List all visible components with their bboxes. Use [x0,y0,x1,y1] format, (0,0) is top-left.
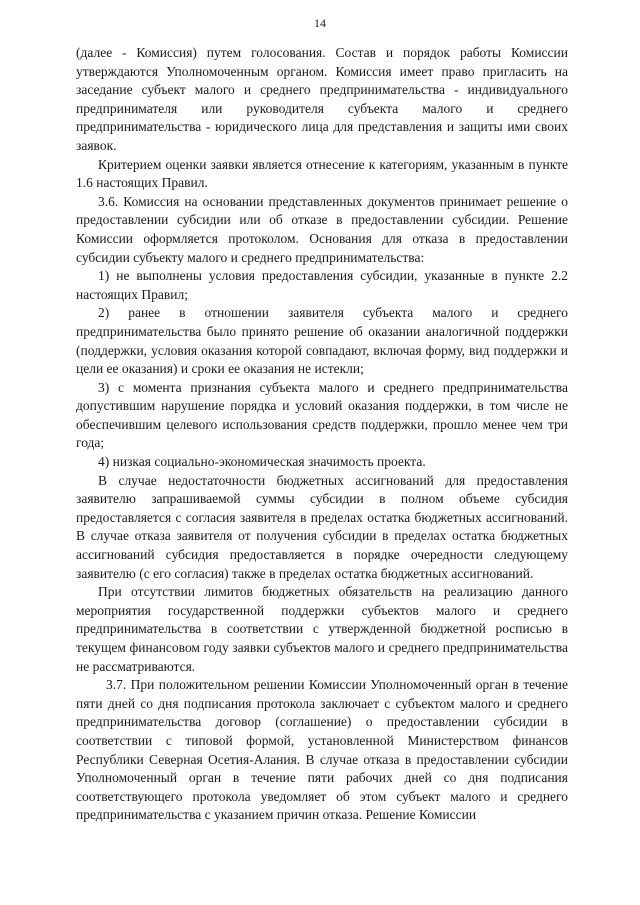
document-body [76,44,568,825]
list-item-refusal-1: 1) не выполнены условия предоставления субсидии, указанные в пункте 2.2 настоящих Правил; [76,268,568,302]
paragraph-section-3-7: 3.7. При положительном решении Комиссии Уполномоченный орган в течение пяти дней со дня подписания протокола заключает с субъектом малого и среднего предпринимательства договор (соглашение) о предоставлении субсидии в соответствии с типовой формой, установленной Министерством финансов Республики Северная Осетия-Алания. В случае отказа в предоставлении субсидии Уполномоченный орган в течение пяти рабочих дней со дня подписания соответствующего протокола уведомляет об этом субъект малого и среднего предпринимательства с указанием причин отказа. Решение Комиссии [76,677,568,823]
list-item-refusal-4: 4) низкая социально-экономическая значимость проекта. [98,454,426,470]
paragraph-no-budget-limits: При отсутствии лимитов бюджетных обязательств на реализацию данного мероприятия государственной поддержки субъектов малого и среднего предпринимательства в соответствии с утвержденной бюджетной росписью в текущем финансовом году заявки субъектов малого и среднего предпринимательства не рассматриваются. [76,584,568,674]
paragraph-commission-composition: (далее - Комиссия) путем голосования. Состав и порядок работы Комиссии утверждаются Уполномоченным органом. Комиссия имеет право пригласить на заседание субъект малого и среднего предпринимательства - индивидуального предпринимателя или руководителя субъекта малого и среднего предпринимательства - юридического лица для представления и защиты ими своих заявок. [76,45,568,153]
paragraph-insufficient-budget: В случае недостаточности бюджетных ассигнований для предоставления заявителю запрашиваемой суммы субсидии в полном объеме субсидия предоставляется с согласия заявителя в пределах остатка бюджетных ассигнований. В случае отказа заявителя от получения субсидии в пределах остатка бюджетных ассигнований субсидия предоставляется в порядке очередности следующему заявителю (с его согласия) также в пределах остатка бюджетных ассигнований. [76,472,568,581]
list-item-refusal-3: 3) с момента признания субъекта малого и среднего предпринимательства допустившим нарушение порядка и условий оказания поддержки, в том числе не обеспечившим целевого использования средств поддержки, прошло менее чем три года; [76,379,568,451]
paragraph-section-3-6: 3.6. Комиссия на основании представленных документов принимает решение о предоставлении субсидии или об отказе в предоставлении субсидии. Решение Комиссии оформляется протоколом. Основания для отказа в предоставлении субсидии субъекту малого и среднего предпринимательства: [76,193,568,265]
paragraph-evaluation-criterion: Критерием оценки заявки является отнесение к категориям, указанным в пункте 1.6 настоящих Правил. [76,156,568,191]
list-item-refusal-2: 2) ранее в отношении заявителя субъекта малого и среднего предпринимательства было принято решение об оказании аналогичной поддержки (поддержки, условия оказания которой совпадают, включая форму, вид поддержки и цели ее оказания) и сроки ее оказания не истекли; [76,305,568,377]
page-number: 14 [314,16,326,30]
